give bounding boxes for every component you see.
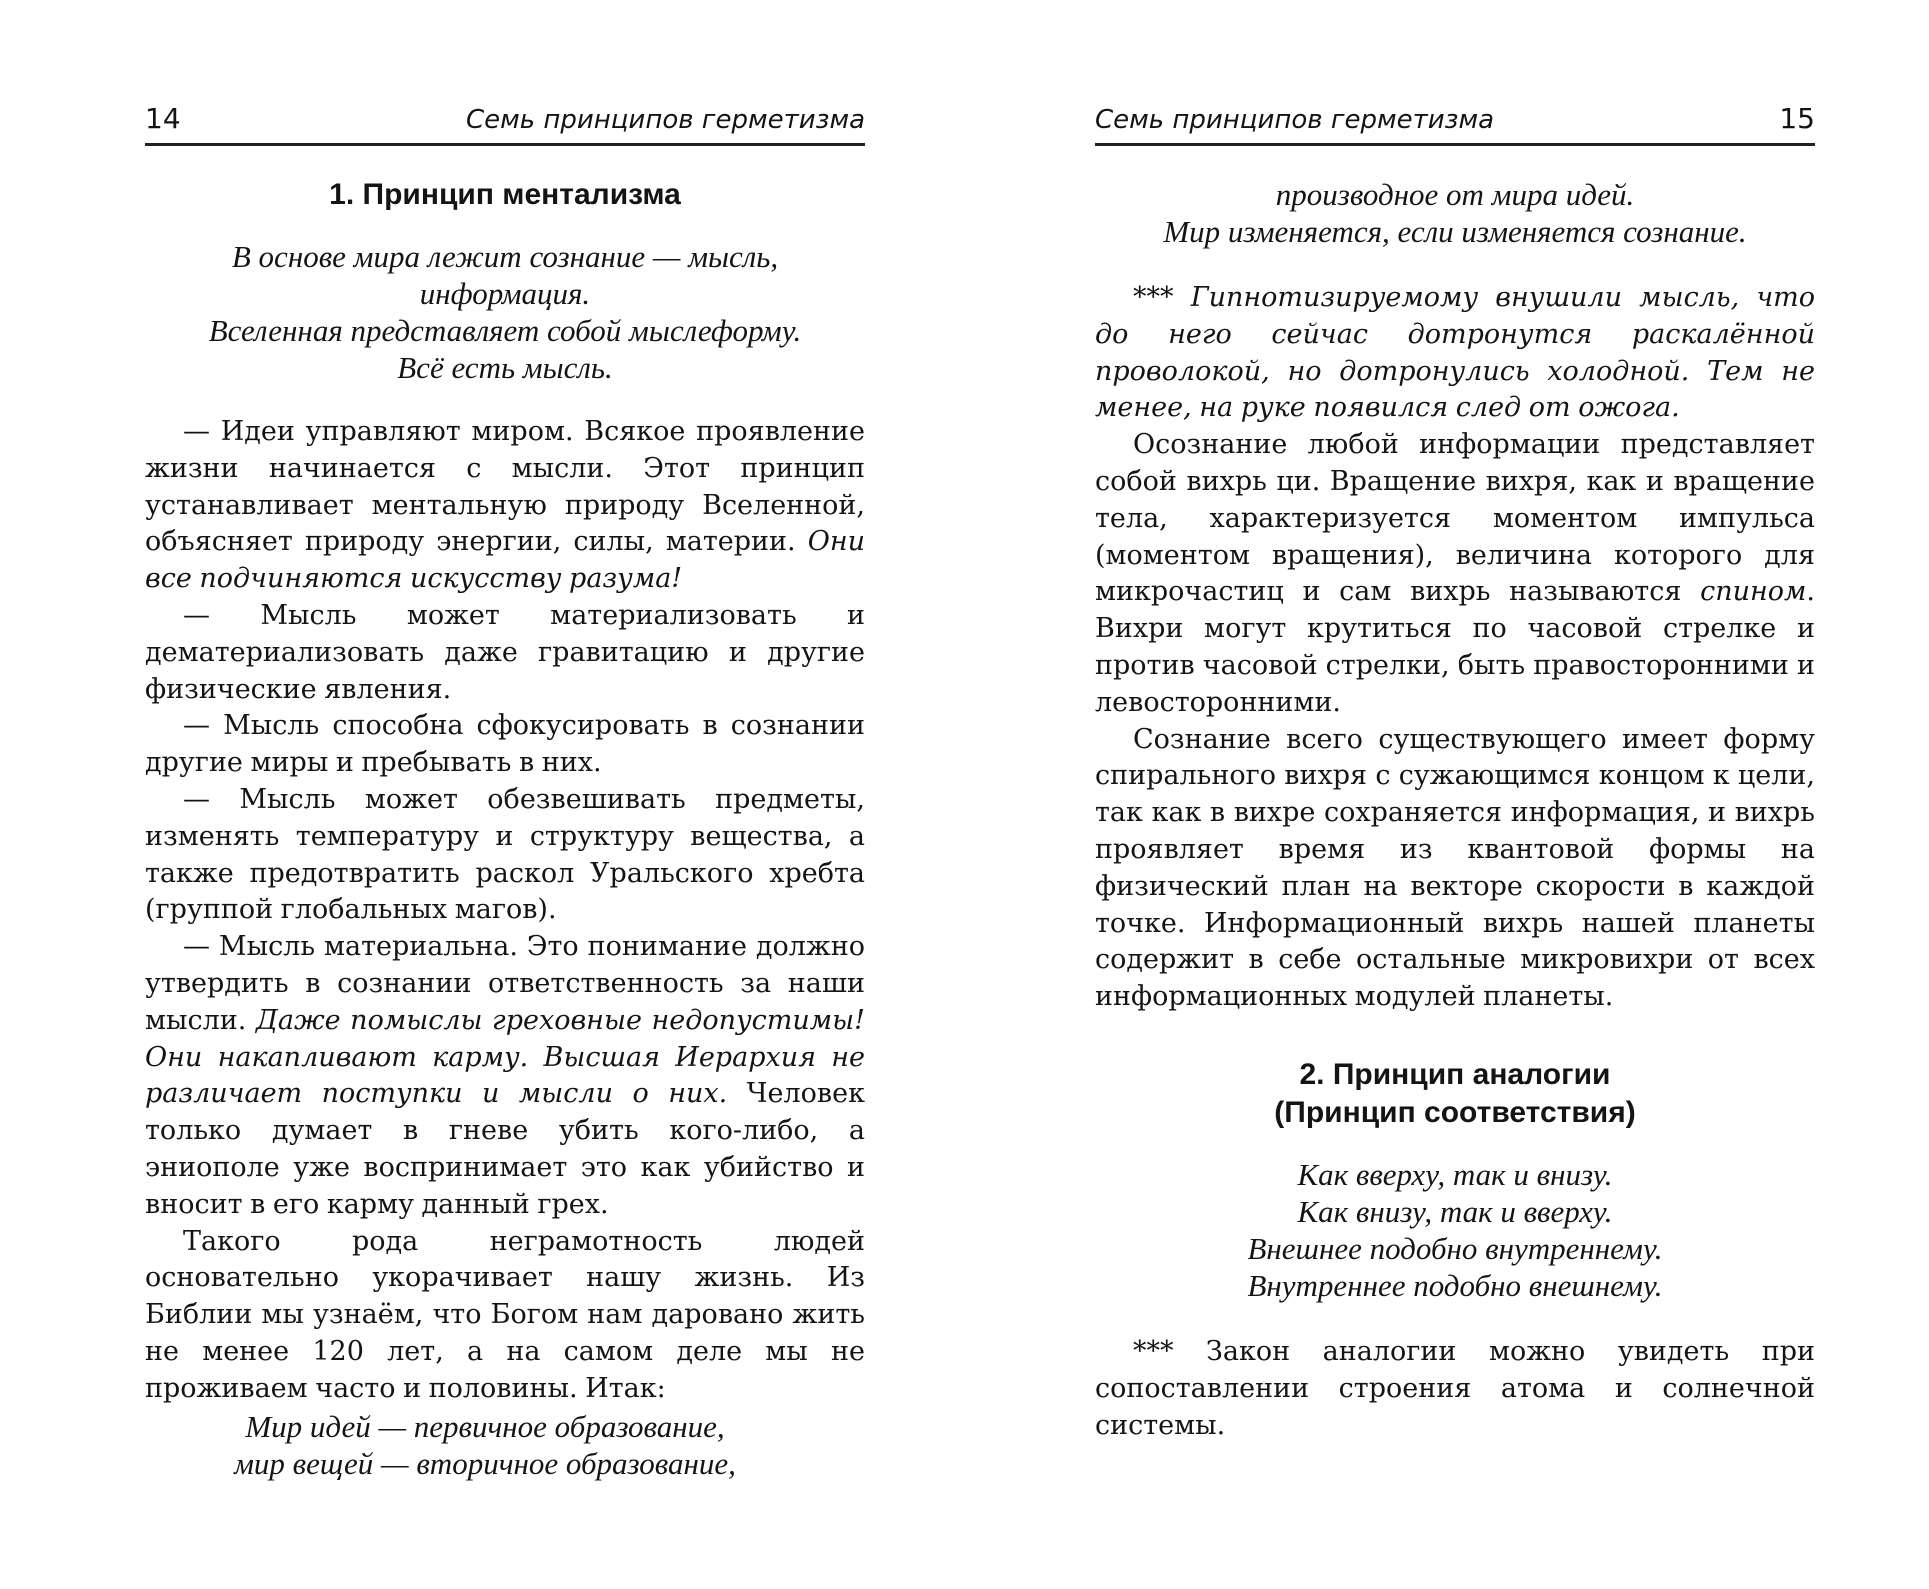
epigraph-line: Всё есть мысль. (397, 350, 613, 385)
section-heading-line: 2. Принцип аналогии (1299, 1057, 1611, 1091)
left-page-header (145, 95, 865, 146)
paragraph: *** Закон аналогии можно увидеть при сопоставлении строения атома и солнечной системы. (1095, 1335, 1815, 1441)
right-page-header (1095, 95, 1815, 146)
paragraph-italic: Даже помыслы греховные недопустимы! Они накапливают карму. Высшая Иерархия не различает поступки и мысли о них. (145, 1004, 865, 1110)
paragraph-text: Человек только думает в гневе убить кого-либо, а эниополе уже воспринимает это как убийство и вносит в его карму данный грех. (145, 1078, 865, 1220)
paragraph-italic: *** Гипнотизируемому внушили мысль, что до него сейчас дотронутся раскалённой проволокой, но дотронулись холодной. Тем не менее, на руке появился след от ожога. (1095, 282, 1815, 424)
closing-lines (105, 1408, 865, 1482)
continuation-line: Мир изменяется, если изменяется сознание. (1163, 214, 1747, 249)
section-heading (1095, 1056, 1815, 1132)
body-text (145, 414, 865, 1408)
paragraph: Такого рода неграмотность людей основательно укорачивает нашу жизнь. Из Библии мы узнаём, что Богом нам даровано жить не менее 120 лет, а на самом деле мы не проживаем часто и половины. Итак: (145, 1225, 865, 1404)
paragraph-text: . Вихри могут крутиться по часовой стрелке и против часовой стрелки, быть правосторонними и левосторонними. (1095, 576, 1815, 718)
section-heading-line: (Принцип соответствия) (1274, 1095, 1636, 1129)
continuation-lines (1095, 176, 1815, 250)
paragraph (145, 414, 865, 598)
running-title: Семь принципов герметизма (1095, 105, 1495, 135)
epigraph-line: В основе мира лежит сознание — мысль, (231, 239, 779, 274)
epigraph-line: Внутреннее подобно внешнему. (1247, 1267, 1663, 1303)
paragraph: — Мысль может обезвешивать предметы, изменять температуру и структуру вещества, а также предотвратить раскол Уральского хребта (группой глобальных магов). (145, 783, 865, 926)
epigraph-line: информация. (419, 276, 591, 311)
paragraph-text: Осознание любой информации представляет собой вихрь ци. Вращение вихря, как и вращение тела, характеризуется моментом импульса (моментом вращения), величина которого для микрочастиц и сам вихрь называются (1095, 429, 1815, 608)
body-text (1095, 280, 1815, 1016)
paragraph-text: — Идеи управляют миром. Всякое проявление жизни начинается с мысли. Этот принцип устанавливает ментальную природу Вселенной, объясняет природу энергии, силы, материи. (145, 416, 865, 558)
epigraph-line: Вселенная представляет собой мыслеформу. (208, 313, 802, 348)
closing-line: Мир идей — первичное образование, (245, 1408, 725, 1444)
paragraph-text: — Мысль материальна. Это понимание должно утвердить в сознании ответственность за наши мысли. (145, 931, 865, 1036)
paragraph (145, 929, 865, 1223)
continuation-line: производное от мира идей. (1275, 177, 1635, 212)
section-heading: 1. Принцип ментализма (329, 178, 681, 211)
paragraph-italic: спином (1700, 576, 1807, 608)
body-text (1095, 1334, 1815, 1444)
epigraph-line: Как внизу, так и вверху. (1297, 1193, 1613, 1229)
epigraph-line: Внешнее подобно внутреннему. (1247, 1230, 1663, 1266)
closing-line: мир вещей — вторичное образование, (234, 1445, 736, 1481)
paragraph-italic: Они все подчиняются искусству разума! (145, 526, 865, 595)
epigraph (1095, 1156, 1815, 1304)
left-page (145, 0, 865, 1482)
right-page (1095, 0, 1815, 1444)
paragraph: — Мысль может материализовать и дематериализовать даже гравитацию и другие физические явления. (145, 599, 865, 705)
epigraph-line: Как вверху, так и внизу. (1297, 1156, 1613, 1192)
epigraph (145, 238, 865, 386)
paragraph: Сознание всего существующего имеет форму спирального вихря с сужающимся концом к цели, так как в вихре сохраняется информация, и вихрь проявляет время из квантовой формы на физический план на векторе скорости в каждой точке. Информационный вихрь нашей планеты содержит в себе остальные микровихри от всех информационных модулей планеты. (1095, 723, 1815, 1013)
paragraph: — Мысль способна сфокусировать в сознании другие миры и пребывать в них. (145, 710, 865, 779)
page-number: 14 (145, 102, 181, 135)
running-title: Семь принципов герметизма (465, 105, 865, 135)
page-number: 15 (1779, 102, 1815, 135)
paragraph (1095, 427, 1815, 721)
